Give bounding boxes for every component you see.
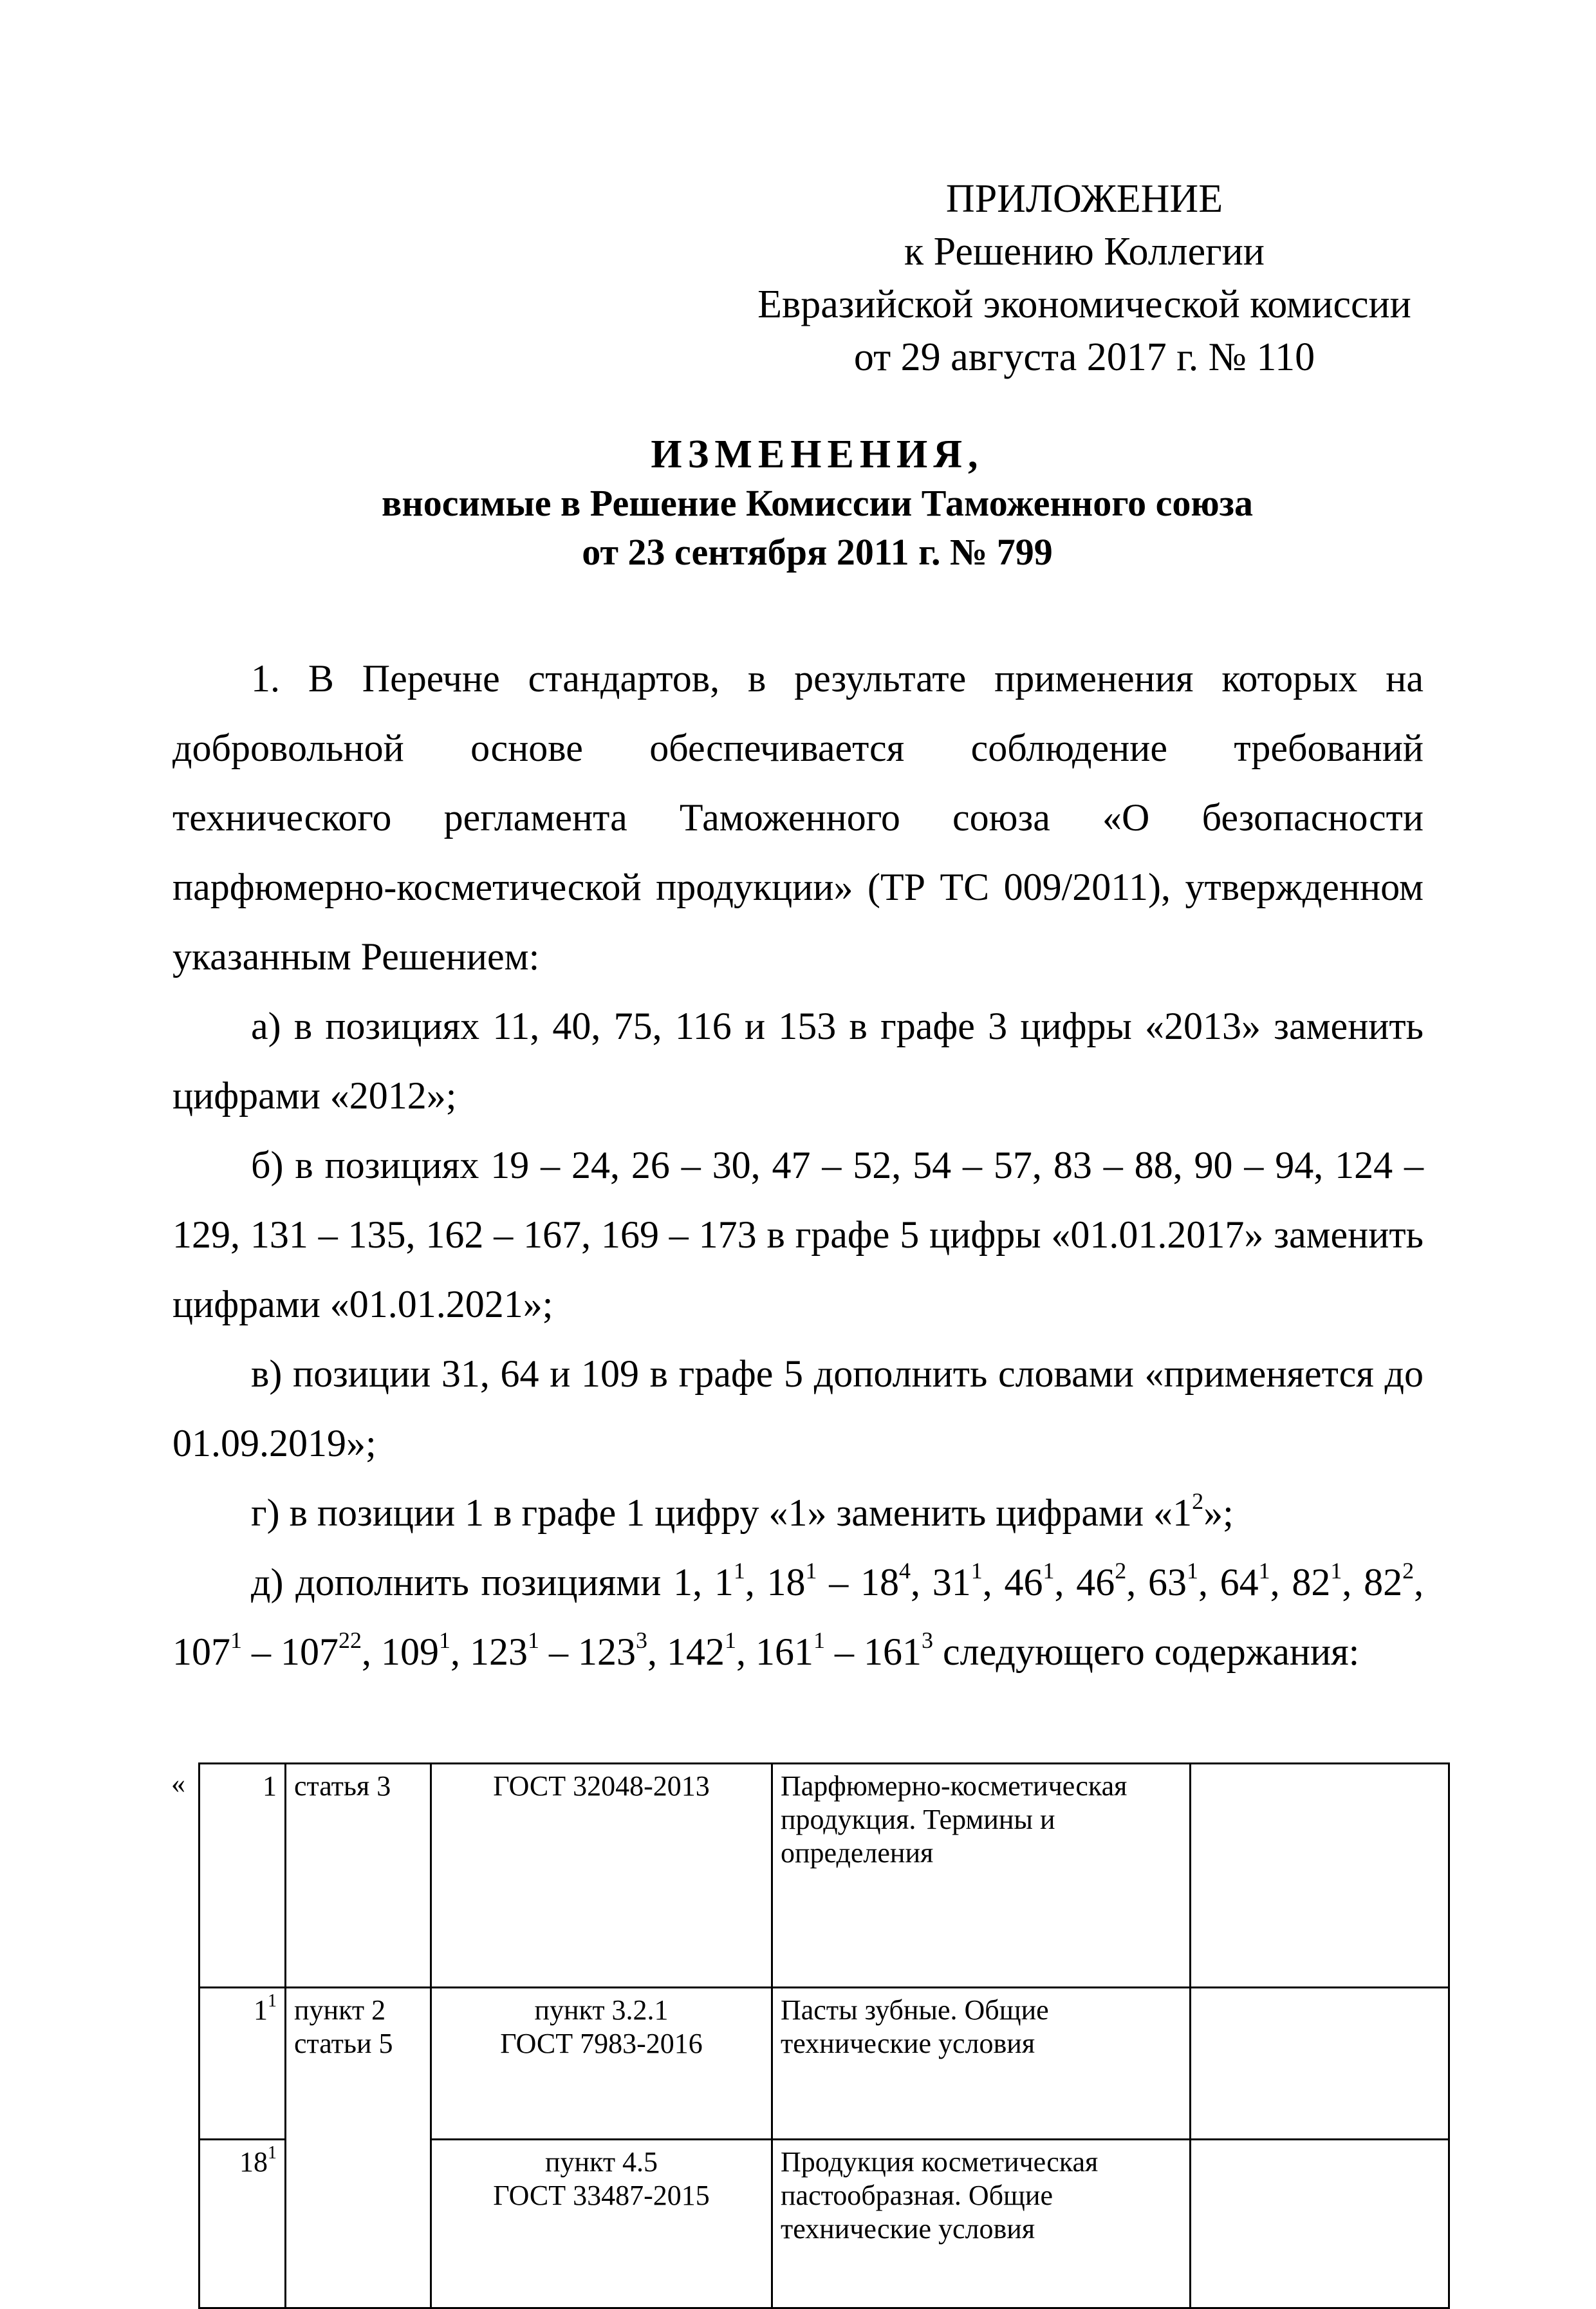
note-cell [1191,1764,1449,1988]
position-ref: $18^1$ [766,1558,817,1603]
standard-designation: пункт 4.5 ГОСТ 33487-2015 [431,2140,772,2308]
document-title: ИЗМЕНЕНИЯ, [651,433,984,476]
item-b: б) в позициях 19 – 24, 26 – 30, 47 – 52, 54 – 57, 83 – 88, 90 – 94, 124 – 129, 131 – 135, 162 – 167, 169 – 173 в графе 5 цифры «01.01.2017» заменить цифрами «01.01.2021»; [172,1144,1424,1325]
appendix-label: ПРИЛОЖЕНИЕ [945,177,1223,221]
position-ref: $123^1$ [470,1627,539,1673]
position-ref: $82^2$ [1364,1558,1415,1603]
standard-name: Пасты зубные. Общие технические условия [772,1988,1191,2140]
position-ref: $31^1$ [932,1558,983,1603]
position-ref: $107^{22}$ [281,1627,362,1673]
regulation-article: пункт 2 статьи 5 [286,1988,431,2308]
section-1-intro: 1. В Перечне стандартов, в результате применения которых на добровольной основе обеспечивается соблюдение требований технического регламента Таможенного союза «О безопасности парфюмерно-косметической продукции» (ТР ТС 009/2011), утвержденном указанным Решением: [172,657,1424,978]
appendix-commission: Евразийской экономической комиссии [757,283,1411,326]
item-g: г) в позиции 1 в графе 1 цифру «1» заменить цифрами «$1^2$»; [251,1488,1234,1534]
position-number: 1 [200,1764,286,1988]
position-ref: $107^1$ [172,1627,242,1673]
regulation-article: статья 3 [286,1764,431,1988]
standard-designation: ГОСТ 32048-2013 [431,1764,772,1988]
position-ref: $161^3$ [864,1627,933,1673]
appendix-date-number: от 29 августа 2017 г. № 110 [853,335,1315,379]
table-row [200,1988,1449,2140]
position-ref: $63^1$ [1147,1558,1198,1603]
position-ref: $82^1$ [1292,1558,1342,1603]
item-b-block [172,1130,1424,1339]
document-subtitle: вносимые в Решение Комиссии Таможенного союза [382,482,1253,524]
note-cell [1191,2140,1449,2308]
note-cell [1191,1988,1449,2140]
item-a: а) в позициях 11, 40, 75, 116 и 153 в графе 3 цифры «2013» заменить цифрами «2012»; [172,1005,1424,1117]
table-open-quote: « [171,1768,185,1799]
position-ref: $64^1$ [1220,1558,1270,1603]
position-ref: 1 [673,1561,693,1603]
item-d-block [172,1547,1424,1687]
item-d: д) дополнить позициями 1, $1^1$, $18^1 - 18^4$, $31^1$, $46^1$, $46^2$, $63^1$, $64^1$, $82^1$, $82^2$, $107^1 - 107^{22}$, $109^1$, $123^1 - 123^3$, $142^1$, $161^1 - 161^3$ следующего содержания: [172,1558,1424,1673]
position-ref: $109^1$ [381,1627,450,1673]
appendix-to-decision: к Решению Коллегии [904,230,1265,274]
standard-name: Парфюмерно-косметическая продукция. Термины и определения [772,1764,1191,1988]
standard-name: Продукция косметическая пастообразная. Общие технические условия [772,2140,1191,2308]
section-1-intro-block [172,644,1424,991]
position-number: $18^1$ [200,2140,286,2308]
item-g-block [172,1478,1424,1547]
item-v: в) позиции 31, 64 и 109 в графе 5 дополнить словами «применяется до 01.09.2019»; [172,1352,1424,1464]
position-ref: $1^1$ [714,1558,745,1603]
standards-table [198,1762,1450,2309]
position-ref: $142^1$ [667,1627,736,1673]
item-v-block [172,1339,1424,1478]
document-subtitle-date: от 23 сентября 2011 г. № 799 [582,531,1053,573]
position-ref: $18^4$ [860,1558,911,1603]
position-ref: $161^1$ [756,1627,825,1673]
position-ref: $123^3$ [578,1627,647,1673]
position-ref: $46^1$ [1004,1558,1055,1603]
position-number: $1^1$ [200,1988,286,2140]
document-heading [193,430,1442,577]
appendix-header [734,173,1435,384]
table-row [200,1764,1449,1988]
item-a-block [172,991,1424,1130]
standard-designation: пункт 3.2.1 ГОСТ 7983-2016 [431,1988,772,2140]
position-ref: $46^2$ [1076,1558,1127,1603]
